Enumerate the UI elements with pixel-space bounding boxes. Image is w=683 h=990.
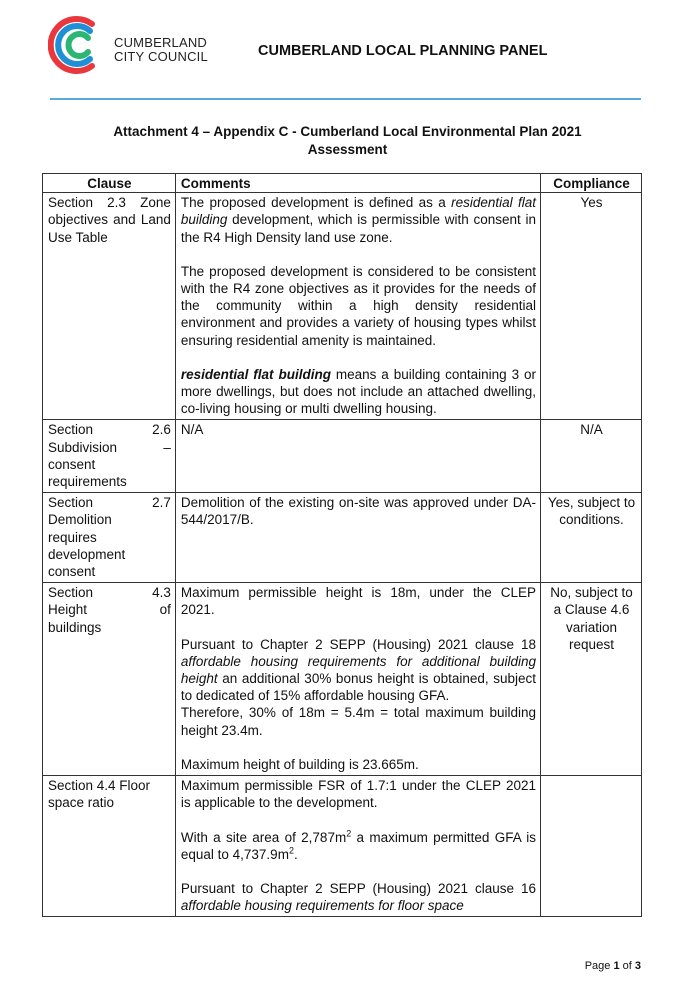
comments-cell: Demolition of the existing on-site was approved under DA-544/2017/B. [175, 493, 540, 583]
comments-cell: Maximum permissible FSR of 1.7:1 under the CLEP 2021 is applicable to the development. With a site area of $2,787m^2$ a maximum permitted GFA is equal to $4,737.9m^2$. Pursuant to Chapter 2 SEPP (Housing) 2021 clause 16 affordable housing requirements for floor space [175, 776, 540, 917]
column-header-comments: Comments [175, 174, 540, 193]
compliance-cell: No, subject to a Clause 4.6 variation request [541, 583, 642, 776]
table-row [43, 583, 642, 776]
table-row [43, 493, 642, 583]
page-number: Page 1 of 3 [584, 960, 641, 972]
comments-cell: Maximum permissible height is 18m, under the CLEP 2021. Pursuant to Chapter 2 SEPP (Housing) 2021 clause 18 affordable housing requirements for additional building height an additional 30% bonus height is obtained, subject to dedicated of 15% affordable housing GFA. Therefore, 30% of 18m = 5.4m = total maximum building height 23.4m. Maximum height of building is 23.665m. [175, 583, 540, 776]
council-logo-icon [48, 14, 106, 76]
clause-cell: Section 2.3 Zone objectives and Land Use Table [43, 193, 176, 420]
header-divider [50, 98, 641, 100]
column-header-clause: Clause [43, 174, 176, 193]
column-header-compliance: Compliance [541, 174, 642, 193]
clause-cell: Section 2.7 Demolition requires development consent [43, 493, 176, 583]
clause-cell: Section 2.6 Subdivision – consent requirements [43, 420, 176, 493]
panel-title: CUMBERLAND LOCAL PLANNING PANEL [258, 43, 548, 59]
compliance-cell [541, 776, 642, 917]
compliance-cell: N/A [541, 420, 642, 493]
table-row [43, 420, 642, 493]
comments-cell: The proposed development is defined as a residential flat building development, which is permissible with consent in the R4 High Density land use zone. The proposed development is considered to be consistent with the R4 zone objectives as it provides for the needs of the community within a high density residential environment and provides a variety of housing types whilst ensuring residential amenity is maintained. residential flat building means a building containing 3 or more dwellings, but does not include an attached dwelling, co-living housing or multi dwelling housing. [175, 193, 540, 420]
table-row [43, 776, 642, 917]
comments-cell: N/A [175, 420, 540, 493]
assessment-table [42, 173, 642, 917]
compliance-cell: Yes [541, 193, 642, 420]
table-header-row [43, 174, 642, 193]
compliance-cell: Yes, subject to conditions. [541, 493, 642, 583]
council-name: CUMBERLAND CITY COUNCIL [114, 35, 208, 64]
document-title: Attachment 4 – Appendix C - Cumberland Local Environmental Plan 2021 Assessment [113, 124, 582, 157]
table-row [43, 193, 642, 420]
clause-cell: Section 4.3 Height of buildings [43, 583, 176, 776]
clause-cell: Section 4.4 Floor space ratio [43, 776, 176, 917]
